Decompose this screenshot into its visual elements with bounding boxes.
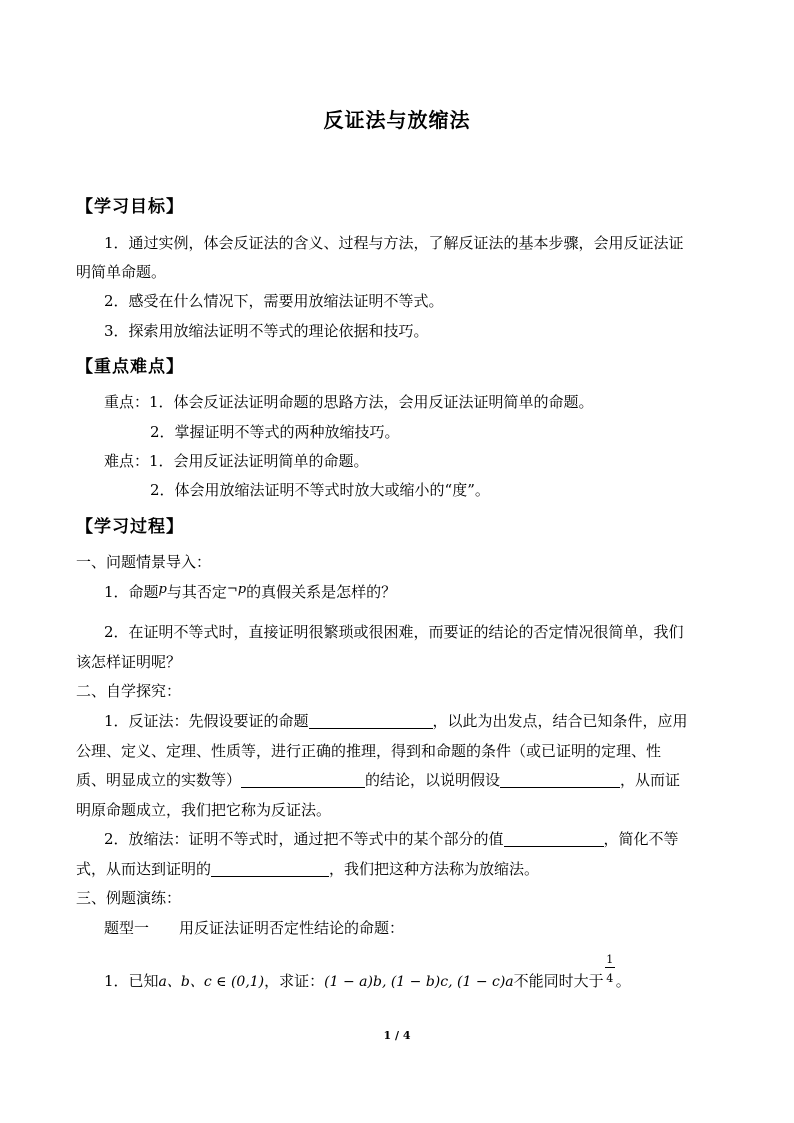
question-1: 1．命题p与其否定¬p的真假关系是怎样的？: [104, 582, 397, 601]
type-1-heading: 题型一 用反证法证明否定性结论的命题：: [104, 919, 405, 937]
key-point-2: 2．掌握证明不等式的两种放缩技巧。: [150, 423, 400, 441]
fill-blank[interactable]: [241, 772, 365, 788]
part-3-heading: 三、例题演练：: [76, 889, 182, 907]
fill-blank[interactable]: [500, 772, 620, 788]
fill-blank[interactable]: [504, 831, 604, 847]
scaling-line-1: 2．放缩法：证明不等式时，通过把不等式中的某个部分的值 ，简化不等: [104, 830, 679, 848]
goal-1-line-1: 1．通过实例，体会反证法的含义、过程与方法，了解反证法的基本步骤，会用反证法证: [104, 234, 684, 252]
goal-1-line-2: 明简单命题。: [76, 263, 167, 281]
product-expression: (1 − a)b, (1 − b)c, (1 − c)a: [324, 974, 514, 990]
question-2-line-2: 该怎样证明呢？: [76, 653, 182, 671]
fill-blank[interactable]: [211, 861, 329, 877]
scaling-line-2: 式，从而达到证明的 ，我们把这种方法称为放缩法。: [76, 860, 540, 878]
difficulty-2: 2．体会用放缩法证明不等式时放大或缩小的“度”。: [150, 481, 490, 499]
part-1-heading: 一、问题情景导入：: [76, 553, 212, 571]
contradiction-line-1: 1．反证法：先假设要证的命题 ，以此为出发点，结合已知条件，应用: [104, 712, 688, 730]
contradiction-line-3: 质、明显成立的实数等） 的结论，以说明假设 ，从而证: [76, 771, 681, 789]
part-2-heading: 二、自学探究：: [76, 682, 182, 700]
page-number: 1 / 4: [383, 1029, 411, 1042]
goal-2: 2．感受在什么情况下，需要用放缩法证明不等式。: [104, 292, 444, 310]
page-title: 反证法与放缩法: [323, 108, 471, 132]
contradiction-line-2: 公理、定义、定理、性质等，进行正确的推理，得到和命题的条件（或已证明的定理、性: [76, 742, 662, 760]
fraction-one-quarter: $\frac{1}{4}$: [606, 953, 614, 985]
variables-expression: a、b、c ∈ (0,1): [158, 974, 265, 990]
difficulty-1: 难点：1．会用反证法证明简单的命题。: [104, 452, 369, 470]
section-heading-key-points: 【重点难点】: [76, 357, 184, 377]
goal-3: 3．探索用放缩法证明不等式的理论依据和技巧。: [104, 322, 429, 340]
key-point-1: 重点：1．体会反证法证明命题的思路方法，会用反证法证明简单的命题。: [104, 393, 594, 411]
fill-blank[interactable]: [309, 713, 433, 729]
example-1: 1．已知a、b、c ∈ (0,1)，求证：(1 − a)b, (1 − b)c, (1 − c)a不能同时大于 $\frac{1}{4}$ 。: [104, 953, 631, 990]
question-2-line-1: 2．在证明不等式时，直接证明很繁琐或很困难，而要证的结论的否定情况很简单，我们: [104, 623, 684, 641]
section-heading-goals: 【学习目标】: [76, 197, 184, 217]
section-heading-process: 【学习过程】: [76, 517, 184, 537]
contradiction-line-4: 明原命题成立，我们把它称为反证法。: [76, 801, 332, 819]
